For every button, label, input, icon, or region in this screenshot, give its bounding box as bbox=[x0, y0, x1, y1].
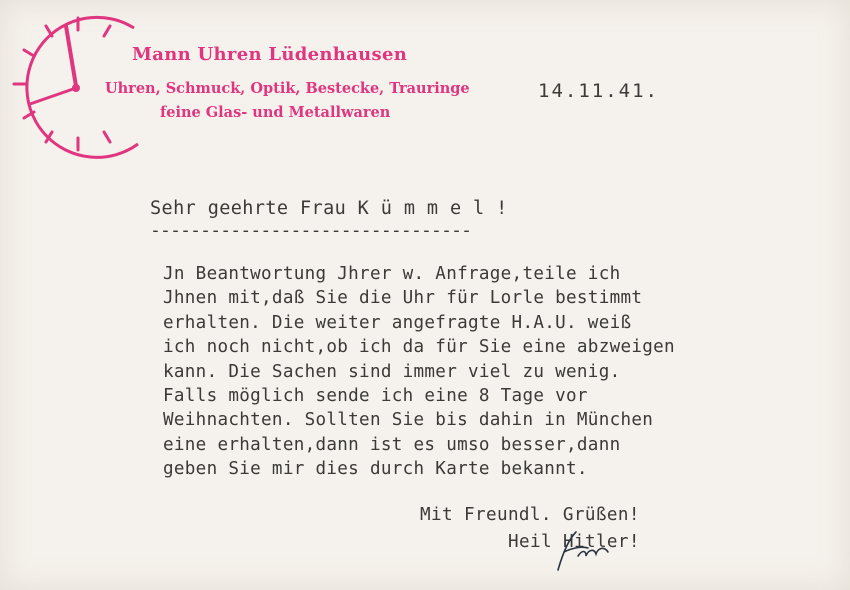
body-line: erhalten. Die weiter angefragte H.A.U. weiß bbox=[163, 312, 632, 333]
closing-greeting: Mit Freundl. Grüßen! bbox=[420, 505, 640, 525]
letter-body bbox=[163, 262, 675, 482]
stamp-products-line: Uhren, Schmuck, Optik, Bestecke, Trauringe bbox=[105, 80, 470, 97]
body-line: eine erhalten,dann ist es umso besser,dann bbox=[163, 434, 621, 455]
handwritten-signature bbox=[548, 526, 618, 574]
body-line: kann. Die Sachen sind immer viel zu wenig. bbox=[163, 361, 621, 382]
stamp-company-name: Mann Uhren Lüdenhausen bbox=[132, 44, 408, 65]
body-line: Jhnen mit,daß Sie die Uhr für Lorle bestimmt bbox=[163, 288, 643, 309]
body-line: Jn Beantwortung Jhrer w. Anfrage,teile ich bbox=[163, 264, 621, 284]
body-line: Weihnachten. Sollten Sie bis dahin in München bbox=[163, 410, 654, 431]
signoff: Heil Hitler! bbox=[508, 532, 640, 552]
salutation: Sehr geehrte Frau K ü m m e l ! bbox=[150, 198, 508, 219]
body-line: Falls möglich sende ich eine 8 Tage vor bbox=[163, 385, 588, 406]
stamp-glassware-line: feine Glas- und Metallwaren bbox=[160, 104, 391, 121]
salutation-underline: -------------------------------- bbox=[150, 220, 472, 241]
letter-date: 14.11.41. bbox=[538, 80, 659, 102]
body-line: ich noch nicht,ob ich da für Sie eine abzweigen bbox=[163, 337, 675, 358]
body-line: geben Sie mir dies durch Karte bekannt. bbox=[163, 459, 588, 480]
